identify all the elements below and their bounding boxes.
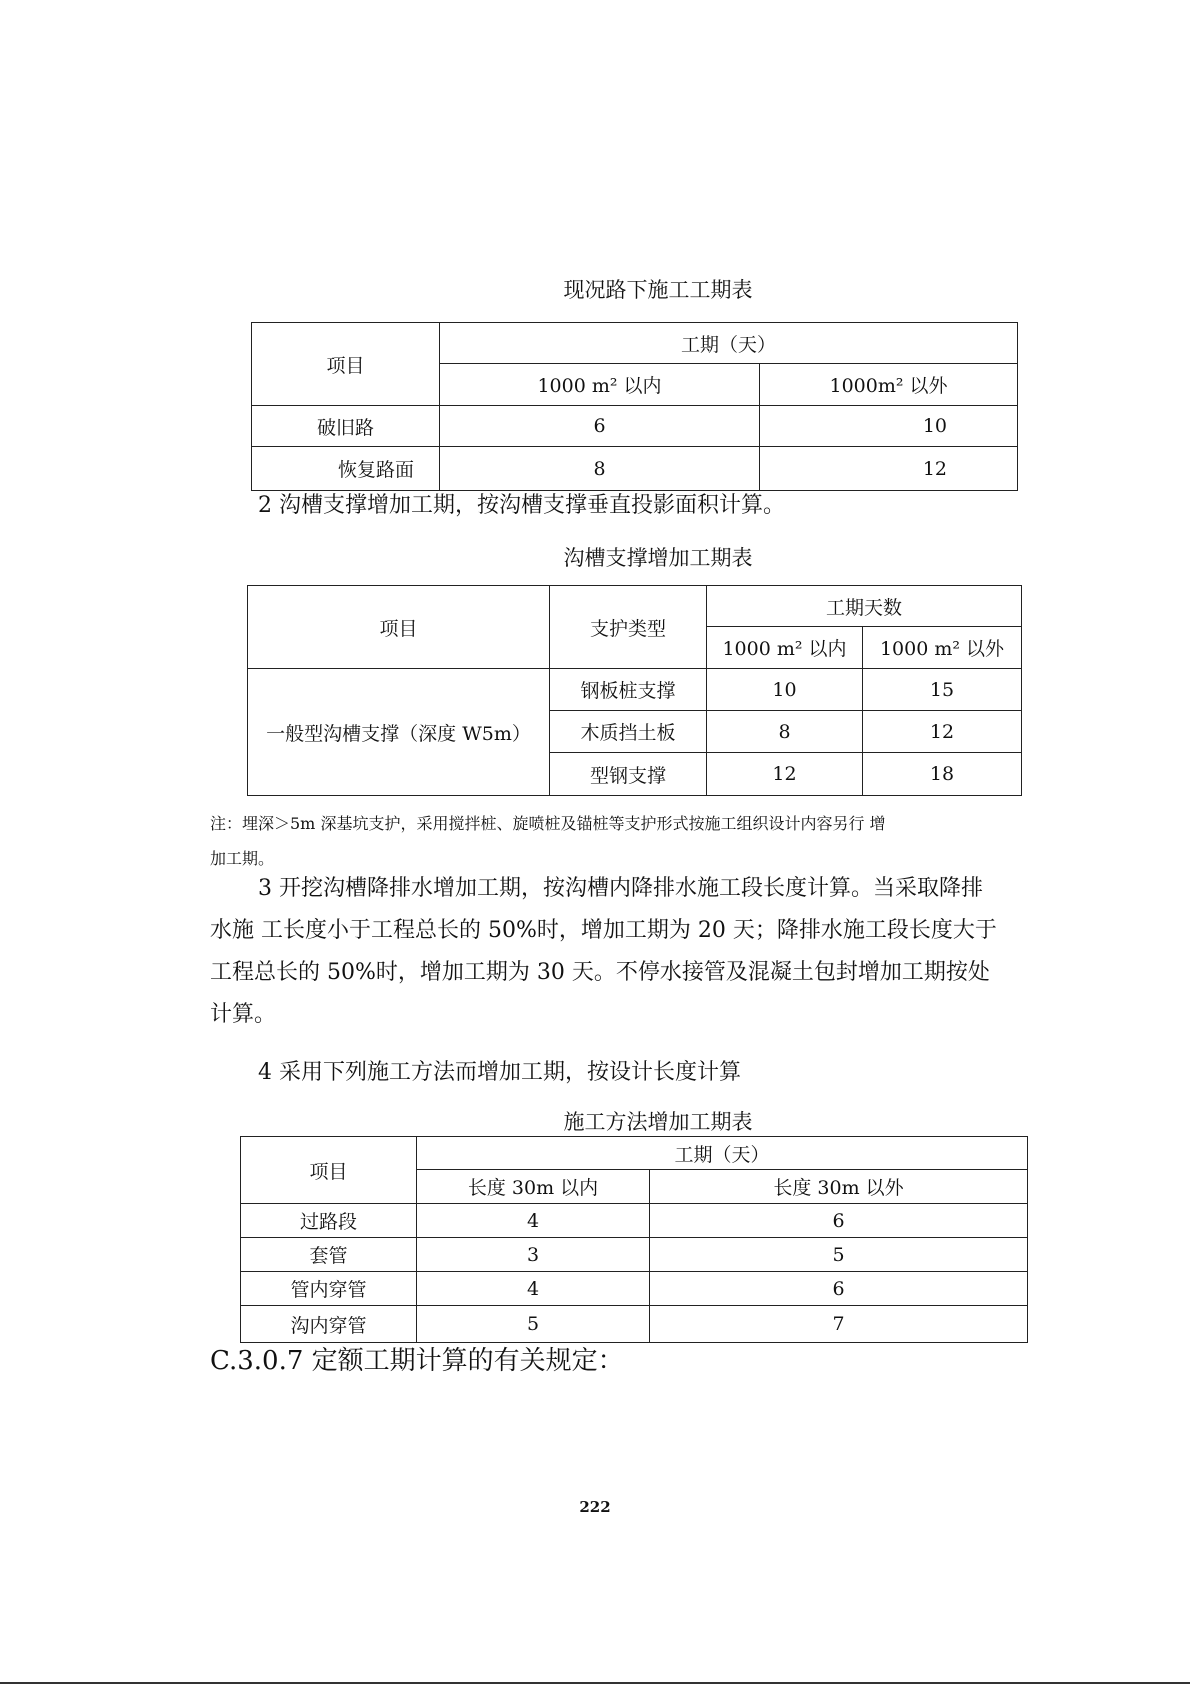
table1-row-value-a: 8 — [440, 447, 760, 491]
table2-row-value-b: 15 — [863, 669, 1022, 711]
note-line: 加工期。 — [210, 849, 275, 868]
table2-group: 一般型沟槽支撑（深度 W5m） — [248, 669, 550, 796]
table2-row-value-b: 12 — [863, 711, 1022, 753]
table2-header-col-a: 1000 m² 以内 — [707, 627, 863, 669]
table1-header-col-b: 1000m² 以外 — [760, 364, 1018, 406]
table2-row-value-b: 18 — [863, 753, 1022, 796]
table1-header-item: 项目 — [252, 323, 440, 406]
paragraph-2: 2 沟槽支撑增加工期，按沟槽支撑垂直投影面积计算。 — [258, 493, 785, 518]
table3-row-value-b: 5 — [650, 1238, 1028, 1272]
table2-note — [210, 806, 1050, 876]
table2 — [247, 585, 1022, 796]
table3-row-value-b: 6 — [650, 1204, 1028, 1238]
table3-row-value-b: 6 — [650, 1272, 1028, 1306]
table1-title: 现况路下施工工期表 — [563, 278, 753, 302]
table2-row-type: 型钢支撑 — [550, 753, 707, 796]
table1-header-duration: 工期（天） — [440, 323, 1018, 364]
table2-row-type: 钢板桩支撑 — [550, 669, 707, 711]
table2-row-value-a: 12 — [707, 753, 863, 796]
table3-header-item: 项目 — [241, 1137, 417, 1204]
paragraph-4: 4 采用下列施工方法而增加工期，按设计长度计算 — [258, 1060, 741, 1085]
table3-row-value-b: 7 — [650, 1306, 1028, 1343]
table3-header-col-b: 长度 30m 以外 — [650, 1170, 1028, 1204]
table3-row-name: 管内穿管 — [241, 1272, 417, 1306]
table1-row-name: 恢复路面 — [252, 447, 440, 491]
table2-header-item: 项目 — [248, 586, 550, 669]
paragraph-line: 水施 工长度小于工程总长的 50%时，增加工期为 20 天；降排水施工段长度大于 — [210, 918, 997, 943]
table1-row-name: 破旧路 — [252, 406, 440, 447]
paragraph-line: 计算。 — [210, 1002, 277, 1027]
table3-row-value-a: 5 — [417, 1306, 650, 1343]
table1-row-value-a: 6 — [440, 406, 760, 447]
table1-row-value-b: 12 — [760, 447, 1018, 491]
table3-row-value-a: 4 — [417, 1272, 650, 1306]
table3-header-col-a: 长度 30m 以内 — [417, 1170, 650, 1204]
paragraph-3 — [210, 868, 1070, 1036]
paragraph-line: 3 开挖沟槽降排水增加工期，按沟槽内降排水施工段长度计算。当采取降排 — [258, 876, 983, 901]
page-number: 222 — [579, 1498, 611, 1516]
table2-header-col-b: 1000 m² 以外 — [863, 627, 1022, 669]
table3-title: 施工方法增加工期表 — [563, 1110, 753, 1134]
table3-row-name: 沟内穿管 — [241, 1306, 417, 1343]
table1 — [251, 322, 1018, 491]
table3-row-value-a: 3 — [417, 1238, 650, 1272]
table3-row-name: 过路段 — [241, 1204, 417, 1238]
paragraph-line: 工程总长的 50%时，增加工期为 30 天。不停水接管及混凝土包封增加工期按处 — [210, 960, 990, 985]
table2-title: 沟槽支撑增加工期表 — [563, 546, 753, 570]
table2-row-value-a: 10 — [707, 669, 863, 711]
table2-row-type: 木质挡土板 — [550, 711, 707, 753]
table2-row-value-a: 8 — [707, 711, 863, 753]
table2-header-days: 工期天数 — [707, 586, 1022, 627]
table3-header-duration: 工期（天） — [417, 1137, 1028, 1170]
table3-row-name: 套管 — [241, 1238, 417, 1272]
page-bottom-border — [0, 1682, 1190, 1684]
table3 — [240, 1136, 1028, 1343]
table1-header-col-a: 1000 m² 以内 — [440, 364, 760, 406]
note-line: 注：埋深＞5m 深基坑支护，采用搅拌桩、旋喷桩及锚桩等支护形式按施工组织设计内容另行 增 — [210, 814, 886, 833]
table1-row-value-b: 10 — [760, 406, 1018, 447]
table2-header-type: 支护类型 — [550, 586, 707, 669]
section-heading: C.3.0.7 定额工期计算的有关规定： — [210, 1346, 624, 1376]
table3-row-value-a: 4 — [417, 1204, 650, 1238]
